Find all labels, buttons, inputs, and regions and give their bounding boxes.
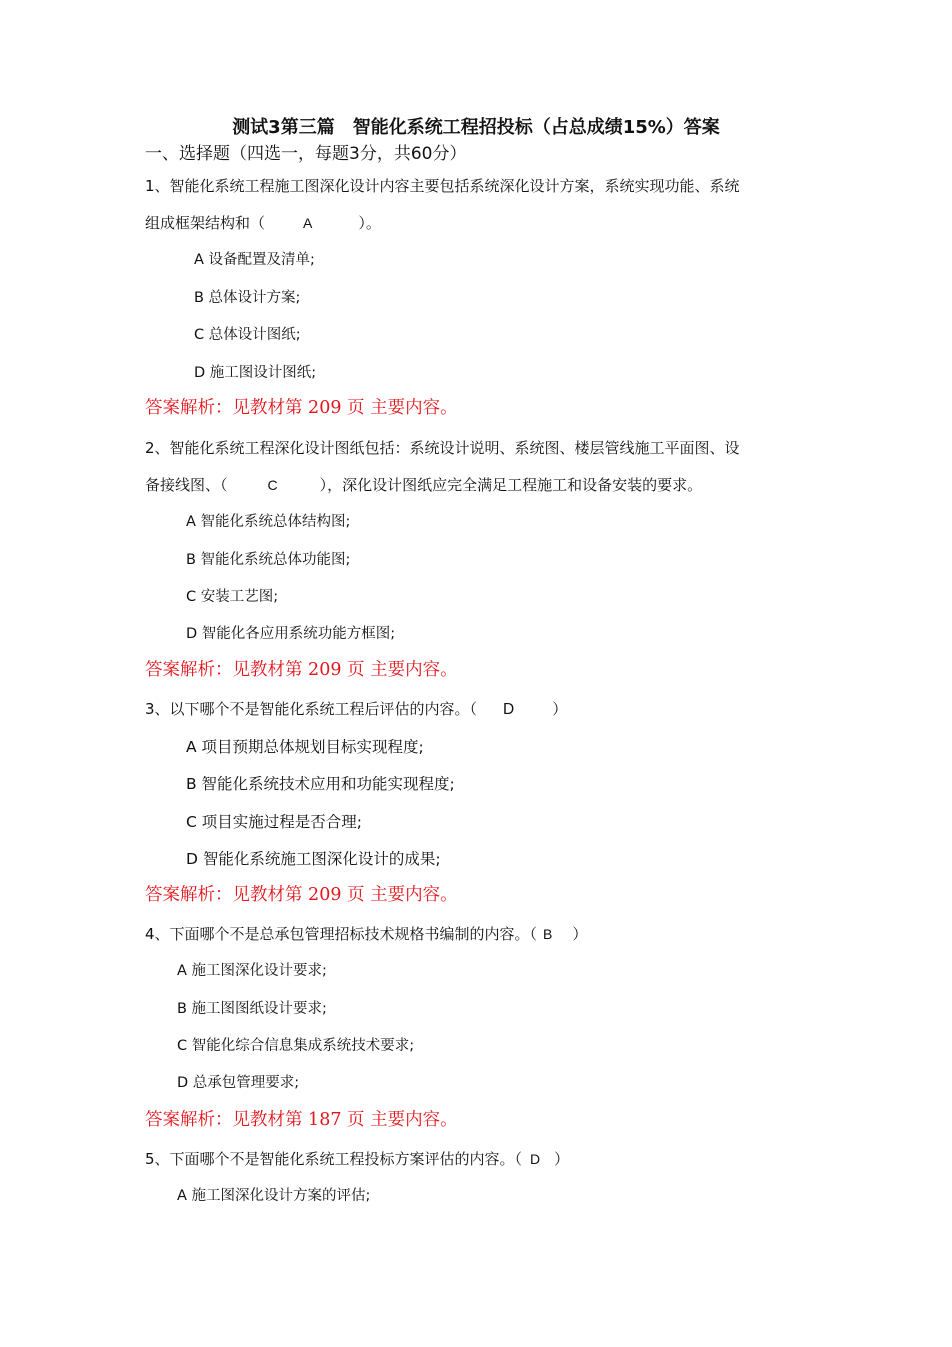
question-3-suffix: ） [552,700,568,718]
question-1-text-cont [145,212,381,234]
question-1-suffix: ）。 [358,214,381,232]
question-5-text [145,1148,569,1170]
question-1-prefix: 组成框架结构和（ [145,214,266,232]
document-title: 测试3第三篇 智能化系统工程招投标（占总成绩15%）答案 [232,117,720,138]
question-1-option-b: B 总体设计方案; [194,290,301,306]
question-3-option-d: D 智能化系统施工图深化设计的成果; [186,850,441,868]
question-3-explanation: 答案解析：见教材第 209 页 主要内容。 [145,885,458,905]
question-4-option-c: C 智能化综合信息集成系统技术要求; [177,1038,415,1054]
question-5-prefix: 5、下面哪个不是智能化系统工程投标方案评估的内容。（ [145,1150,523,1168]
question-4-suffix: ） [572,925,588,943]
question-3-option-b: B 智能化系统技术应用和功能实现程度; [186,775,455,793]
question-3-text [145,698,567,721]
question-2-text: 2、智能化系统工程深化设计图纸包括：系统设计说明、系统图、楼层管线施工平面图、设 [145,439,740,457]
question-4-answer: B [543,926,553,942]
question-1-option-c: C 总体设计图纸; [194,327,301,343]
question-4-option-b: B 施工图图纸设计要求; [177,1001,327,1017]
question-2-option-a: A 智能化系统总体结构图; [186,514,351,530]
question-1-option-d: D 施工图设计图纸; [194,365,317,381]
question-2-suffix: ），深化设计图纸应完全满足工程施工和设备安装的要求。 [319,476,703,494]
question-4-prefix: 4、下面哪个不是总承包管理招标技术规格书编制的内容。（ [145,925,538,943]
question-5-option-a: A 施工图深化设计方案的评估; [177,1188,371,1204]
question-4-explanation: 答案解析：见教材第 187 页 主要内容。 [145,1110,458,1130]
question-2-answer: C [267,477,278,493]
question-2-prefix: 备接线图、（ [145,476,228,494]
question-3-answer: D [503,701,515,718]
question-1-option-a: A 设备配置及清单; [194,252,315,268]
question-2-option-b: B 智能化系统总体功能图; [186,552,351,568]
question-1-explanation: 答案解析：见教材第 209 页 主要内容。 [145,398,458,418]
question-3-option-c: C 项目实施过程是否合理; [186,813,362,831]
question-3-prefix: 3、以下哪个不是智能化系统工程后评估的内容。（ [145,700,478,718]
question-4-text [145,923,587,945]
question-2-explanation: 答案解析：见教材第 209 页 主要内容。 [145,660,458,680]
question-5-suffix: ） [554,1150,570,1168]
question-4-option-a: A 施工图深化设计要求; [177,963,327,979]
question-2-option-c: C 安装工艺图; [186,589,279,605]
question-4-option-d: D 总承包管理要求; [177,1075,300,1091]
question-5-answer: D [530,1151,541,1167]
question-2-option-d: D 智能化各应用系统功能方框图; [186,626,396,642]
question-1-text: 1、智能化系统工程施工图深化设计内容主要包括系统深化设计方案，系统实现功能、系统 [145,177,740,195]
section-heading: 一、选择题（四选一，每题3分，共60分） [145,144,467,164]
question-1-answer: A [303,215,313,231]
question-3-option-a: A 项目预期总体规划目标实现程度; [186,738,424,756]
question-2-text-cont [145,474,702,496]
